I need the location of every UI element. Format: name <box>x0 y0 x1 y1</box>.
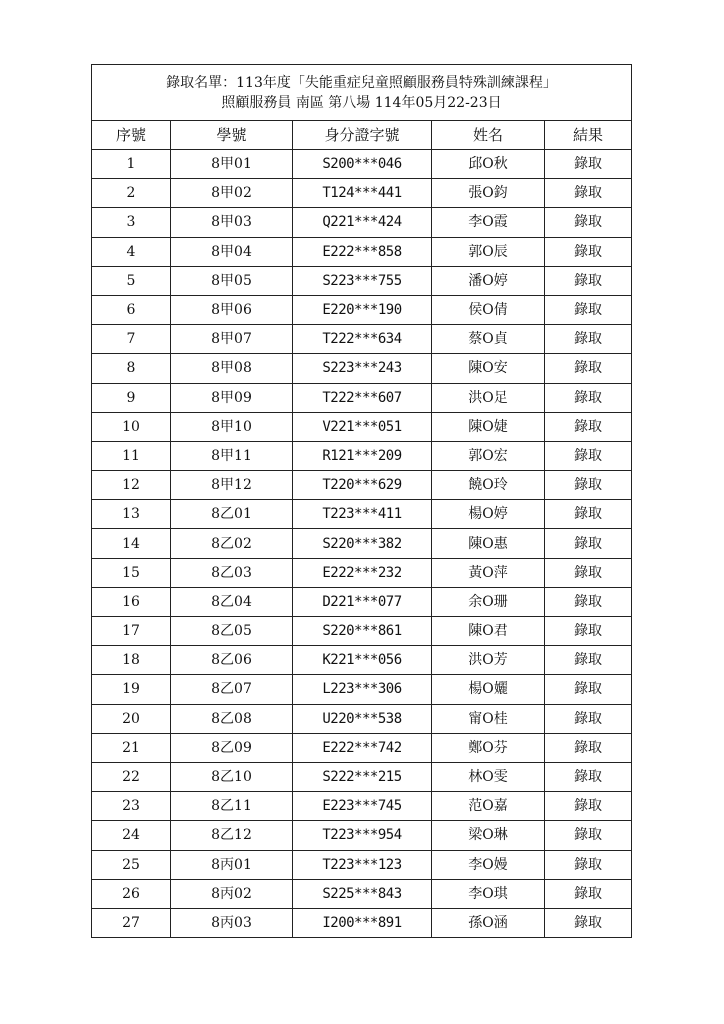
table-row <box>92 704 632 733</box>
result-cell: 錄取 <box>545 471 632 500</box>
row-number-cell: 5 <box>92 266 171 295</box>
name-cell: 李O霞 <box>432 208 545 237</box>
student-id-cell: 8乙10 <box>171 762 293 791</box>
id-number-cell: T124***441 <box>293 179 432 208</box>
name-cell: 余O珊 <box>432 587 545 616</box>
column-header-no: 序號 <box>92 121 171 150</box>
name-cell: 鄭O芬 <box>432 733 545 762</box>
id-number-cell: T223***411 <box>293 500 432 529</box>
table-row <box>92 208 632 237</box>
table-row <box>92 646 632 675</box>
table-row <box>92 150 632 179</box>
student-id-cell: 8甲11 <box>171 441 293 470</box>
student-id-cell: 8甲07 <box>171 325 293 354</box>
name-cell: 蔡O貞 <box>432 325 545 354</box>
name-cell: 陳O惠 <box>432 529 545 558</box>
row-number-cell: 24 <box>92 821 171 850</box>
result-cell: 錄取 <box>545 617 632 646</box>
id-number-cell: T222***607 <box>293 383 432 412</box>
row-number-cell: 13 <box>92 500 171 529</box>
result-cell: 錄取 <box>545 237 632 266</box>
student-id-cell: 8乙03 <box>171 558 293 587</box>
id-number-cell: E223***745 <box>293 792 432 821</box>
table-row <box>92 500 632 529</box>
result-cell: 錄取 <box>545 150 632 179</box>
result-cell: 錄取 <box>545 675 632 704</box>
table-row <box>92 295 632 324</box>
name-cell: 梁O琳 <box>432 821 545 850</box>
row-number-cell: 12 <box>92 471 171 500</box>
student-id-cell: 8乙06 <box>171 646 293 675</box>
row-number-cell: 9 <box>92 383 171 412</box>
result-cell: 錄取 <box>545 850 632 879</box>
result-cell: 錄取 <box>545 733 632 762</box>
id-number-cell: S200***046 <box>293 150 432 179</box>
table-row <box>92 354 632 383</box>
column-header-result: 結果 <box>545 121 632 150</box>
result-cell: 錄取 <box>545 179 632 208</box>
result-cell: 錄取 <box>545 529 632 558</box>
row-number-cell: 27 <box>92 908 171 937</box>
row-number-cell: 22 <box>92 762 171 791</box>
name-cell: 饒O玲 <box>432 471 545 500</box>
result-cell: 錄取 <box>545 587 632 616</box>
row-number-cell: 1 <box>92 150 171 179</box>
result-cell: 錄取 <box>545 266 632 295</box>
student-id-cell: 8甲03 <box>171 208 293 237</box>
row-number-cell: 2 <box>92 179 171 208</box>
id-number-cell: S220***382 <box>293 529 432 558</box>
id-number-cell: U220***538 <box>293 704 432 733</box>
row-number-cell: 6 <box>92 295 171 324</box>
table-row <box>92 179 632 208</box>
result-cell: 錄取 <box>545 325 632 354</box>
name-cell: 洪O芳 <box>432 646 545 675</box>
id-number-cell: E220***190 <box>293 295 432 324</box>
student-id-cell: 8乙01 <box>171 500 293 529</box>
table-row <box>92 792 632 821</box>
student-id-cell: 8甲01 <box>171 150 293 179</box>
name-cell: 侯O倩 <box>432 295 545 324</box>
result-cell: 錄取 <box>545 646 632 675</box>
table-row <box>92 675 632 704</box>
result-cell: 錄取 <box>545 879 632 908</box>
id-number-cell: L223***306 <box>293 675 432 704</box>
student-id-cell: 8乙02 <box>171 529 293 558</box>
table-row <box>92 266 632 295</box>
student-id-cell: 8乙12 <box>171 821 293 850</box>
table-row <box>92 558 632 587</box>
student-id-cell: 8甲10 <box>171 412 293 441</box>
result-cell: 錄取 <box>545 383 632 412</box>
name-cell: 陳O安 <box>432 354 545 383</box>
table-row <box>92 908 632 937</box>
name-cell: 邱O秋 <box>432 150 545 179</box>
name-cell: 郭O宏 <box>432 441 545 470</box>
name-cell: 孫O涵 <box>432 908 545 937</box>
id-number-cell: E222***742 <box>293 733 432 762</box>
name-cell: 范O嘉 <box>432 792 545 821</box>
name-cell: 楊O孋 <box>432 675 545 704</box>
row-number-cell: 18 <box>92 646 171 675</box>
id-number-cell: V221***051 <box>293 412 432 441</box>
name-cell: 楊O婷 <box>432 500 545 529</box>
id-number-cell: S225***843 <box>293 879 432 908</box>
name-cell: 李O嫚 <box>432 850 545 879</box>
id-number-cell: S222***215 <box>293 762 432 791</box>
student-id-cell: 8丙03 <box>171 908 293 937</box>
row-number-cell: 17 <box>92 617 171 646</box>
result-cell: 錄取 <box>545 295 632 324</box>
name-cell: 潘O婷 <box>432 266 545 295</box>
table-row <box>92 441 632 470</box>
table-row <box>92 237 632 266</box>
table-row <box>92 325 632 354</box>
title-row <box>92 65 632 121</box>
name-cell: 甯O桂 <box>432 704 545 733</box>
name-cell: 張O鈞 <box>432 179 545 208</box>
table-row <box>92 762 632 791</box>
row-number-cell: 23 <box>92 792 171 821</box>
row-number-cell: 7 <box>92 325 171 354</box>
result-cell: 錄取 <box>545 558 632 587</box>
student-id-cell: 8乙09 <box>171 733 293 762</box>
column-header-name: 姓名 <box>432 121 545 150</box>
id-number-cell: T222***634 <box>293 325 432 354</box>
student-id-cell: 8甲05 <box>171 266 293 295</box>
id-number-cell: E222***858 <box>293 237 432 266</box>
table-row <box>92 529 632 558</box>
name-cell: 郭O辰 <box>432 237 545 266</box>
id-number-cell: T223***954 <box>293 821 432 850</box>
id-number-cell: D221***077 <box>293 587 432 616</box>
student-id-cell: 8甲06 <box>171 295 293 324</box>
student-id-cell: 8乙08 <box>171 704 293 733</box>
id-number-cell: E222***232 <box>293 558 432 587</box>
student-id-cell: 8丙01 <box>171 850 293 879</box>
student-id-cell: 8甲08 <box>171 354 293 383</box>
column-header-row <box>92 121 632 150</box>
name-cell: 林O雯 <box>432 762 545 791</box>
result-cell: 錄取 <box>545 792 632 821</box>
student-id-cell: 8丙02 <box>171 879 293 908</box>
row-number-cell: 21 <box>92 733 171 762</box>
column-header-id-number: 身分證字號 <box>293 121 432 150</box>
result-cell: 錄取 <box>545 412 632 441</box>
student-id-cell: 8甲09 <box>171 383 293 412</box>
table-row <box>92 617 632 646</box>
student-id-cell: 8乙05 <box>171 617 293 646</box>
result-cell: 錄取 <box>545 908 632 937</box>
result-cell: 錄取 <box>545 821 632 850</box>
student-id-cell: 8甲12 <box>171 471 293 500</box>
row-number-cell: 20 <box>92 704 171 733</box>
title-line-1: 錄取名單：113年度「失能重症兒童照顧服務員特殊訓練課程」 <box>166 74 557 91</box>
table-row <box>92 821 632 850</box>
id-number-cell: I200***891 <box>293 908 432 937</box>
result-cell: 錄取 <box>545 441 632 470</box>
admission-list-table <box>91 64 632 938</box>
document-title <box>92 65 632 121</box>
name-cell: 陳O婕 <box>432 412 545 441</box>
table-row <box>92 850 632 879</box>
name-cell: 陳O君 <box>432 617 545 646</box>
row-number-cell: 25 <box>92 850 171 879</box>
row-number-cell: 16 <box>92 587 171 616</box>
id-number-cell: Q221***424 <box>293 208 432 237</box>
row-number-cell: 4 <box>92 237 171 266</box>
table-row <box>92 587 632 616</box>
row-number-cell: 14 <box>92 529 171 558</box>
student-id-cell: 8乙04 <box>171 587 293 616</box>
id-number-cell: T223***123 <box>293 850 432 879</box>
row-number-cell: 11 <box>92 441 171 470</box>
id-number-cell: T220***629 <box>293 471 432 500</box>
title-line-2: 照顧服務員 南區 第八場 114年05月22-23日 <box>221 94 502 111</box>
table-body <box>92 150 632 938</box>
result-cell: 錄取 <box>545 762 632 791</box>
table-row <box>92 879 632 908</box>
row-number-cell: 10 <box>92 412 171 441</box>
name-cell: 洪O足 <box>432 383 545 412</box>
id-number-cell: K221***056 <box>293 646 432 675</box>
id-number-cell: R121***209 <box>293 441 432 470</box>
name-cell: 黃O萍 <box>432 558 545 587</box>
table-row <box>92 733 632 762</box>
student-id-cell: 8乙11 <box>171 792 293 821</box>
result-cell: 錄取 <box>545 500 632 529</box>
id-number-cell: S220***861 <box>293 617 432 646</box>
row-number-cell: 8 <box>92 354 171 383</box>
id-number-cell: S223***755 <box>293 266 432 295</box>
row-number-cell: 15 <box>92 558 171 587</box>
row-number-cell: 19 <box>92 675 171 704</box>
table-row <box>92 471 632 500</box>
result-cell: 錄取 <box>545 354 632 383</box>
student-id-cell: 8乙07 <box>171 675 293 704</box>
row-number-cell: 3 <box>92 208 171 237</box>
table-row <box>92 383 632 412</box>
student-id-cell: 8甲02 <box>171 179 293 208</box>
row-number-cell: 26 <box>92 879 171 908</box>
id-number-cell: S223***243 <box>293 354 432 383</box>
name-cell: 李O琪 <box>432 879 545 908</box>
table-row <box>92 412 632 441</box>
column-header-student-id: 學號 <box>171 121 293 150</box>
result-cell: 錄取 <box>545 704 632 733</box>
student-id-cell: 8甲04 <box>171 237 293 266</box>
result-cell: 錄取 <box>545 208 632 237</box>
